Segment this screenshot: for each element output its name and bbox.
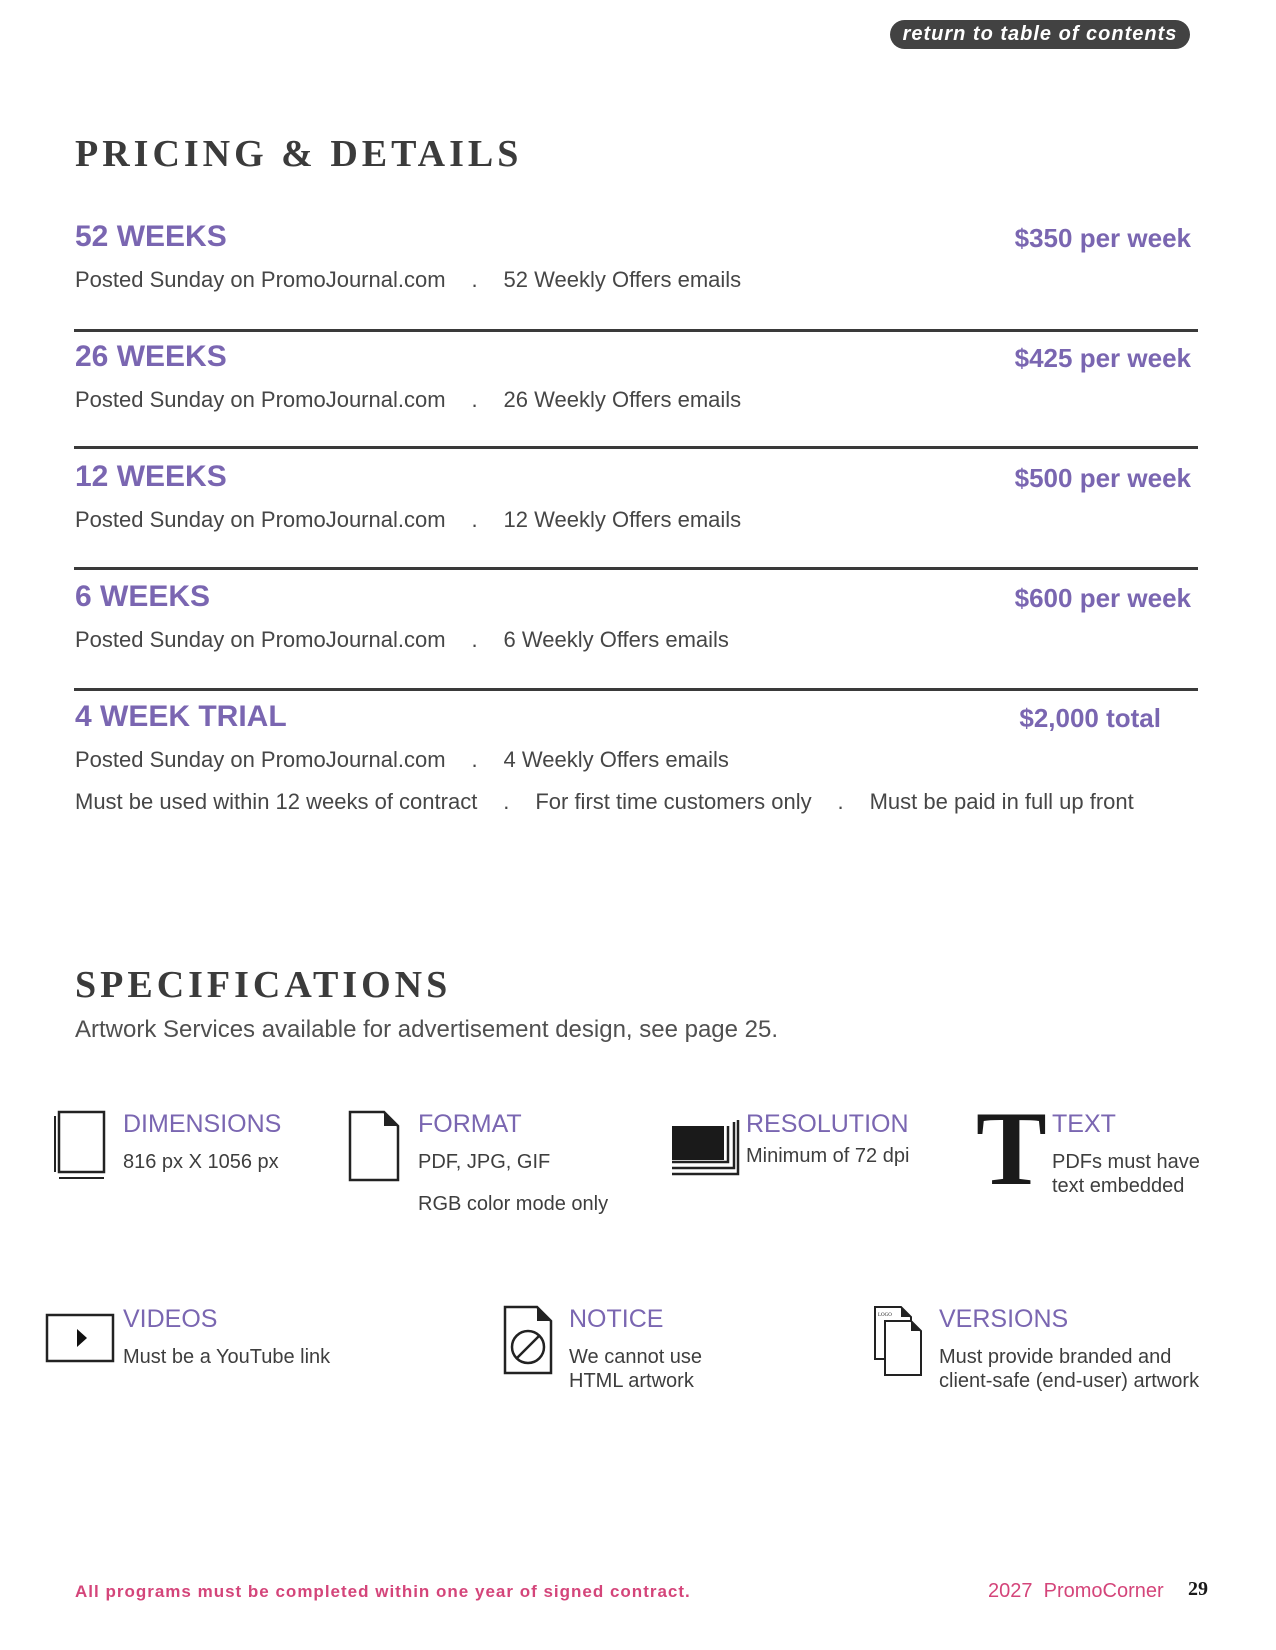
document-icon [348,1110,400,1182]
tier-title: 52 WEEKS [75,220,227,253]
spec-title: VERSIONS [939,1305,1069,1333]
tier-emails: 6 Weekly Offers emails [503,627,729,652]
spec-detail: text embedded [1052,1175,1185,1197]
spec-detail: Must provide branded and [939,1346,1172,1368]
specifications-intro: Artwork Services available for advertisement design, see page 25. [75,1016,779,1043]
spec-detail: PDFs must have [1052,1151,1200,1173]
spec-title: VIDEOS [123,1305,218,1333]
trial-condition: Must be used within 12 weeks of contract [75,789,478,814]
separator-dot: . [471,507,478,532]
tier-details [75,267,741,293]
page-dimensions-icon [53,1110,109,1182]
tier-title: 12 WEEKS [75,460,227,493]
tier-price: $2,000 total [1019,703,1161,733]
footer-note: All programs must be completed within one year of signed contract. [75,1582,691,1601]
tier-price: $600 per week [1014,583,1191,613]
divider [74,446,1198,449]
tier-details [75,747,729,773]
spec-title: NOTICE [569,1305,664,1333]
pricing-tier [75,580,1197,690]
separator-dot: . [837,789,844,814]
divider [74,567,1198,570]
tier-posted: Posted Sunday on PromoJournal.com [75,507,446,532]
spec-title: FORMAT [418,1110,522,1138]
tier-details [75,507,741,533]
pricing-tier [75,700,1197,840]
tier-details [75,627,729,653]
pricing-heading: PRICING & DETAILS [75,133,523,175]
spec-detail: 816 px X 1056 px [123,1151,279,1173]
spec-detail: client-safe (end-user) artwork [939,1370,1200,1392]
tier-emails: 26 Weekly Offers emails [503,387,742,412]
spec-title: TEXT [1052,1110,1116,1138]
spec-detail: We cannot use [569,1346,703,1368]
tier-emails: 12 Weekly Offers emails [503,507,742,532]
trial-conditions [75,789,1134,815]
spec-detail: Must be a YouTube link [123,1346,331,1368]
spec-detail: RGB color mode only [418,1193,609,1215]
pricing-tier [75,460,1197,570]
spec-title: DIMENSIONS [123,1110,282,1138]
specifications-heading: SPECIFICATIONS [75,964,452,1006]
video-play-icon [45,1313,115,1365]
tier-emails: 4 Weekly Offers emails [503,747,729,772]
tier-posted: Posted Sunday on PromoJournal.com [75,747,446,772]
tier-title: 4 WEEK TRIAL [75,700,287,733]
stacked-images-icon [670,1118,740,1180]
logo-label: LOGO [878,1313,892,1318]
pricing-tier [75,340,1197,450]
separator-dot: . [471,747,478,772]
spec-detail: PDF, JPG, GIF [418,1151,551,1173]
tier-posted: Posted Sunday on PromoJournal.com [75,627,446,652]
tier-price: $425 per week [1014,343,1191,373]
tier-title: 26 WEEKS [75,340,227,373]
spec-title: RESOLUTION [746,1110,909,1138]
no-document-icon [503,1305,553,1375]
separator-dot: . [503,789,510,814]
trial-condition: Must be paid in full up front [869,789,1134,814]
tier-title: 6 WEEKS [75,580,211,613]
tier-details [75,387,741,413]
spec-detail: Minimum of 72 dpi [746,1145,910,1167]
serif-t-icon: T [976,1090,1047,1207]
tier-price: $500 per week [1014,463,1191,493]
footer-brand: 2027 PromoCorner [988,1580,1164,1602]
tier-price: $350 per week [1014,223,1191,253]
spec-detail: HTML artwork [569,1370,694,1392]
trial-condition: For first time customers only [535,789,812,814]
separator-dot: . [471,627,478,652]
tier-posted: Posted Sunday on PromoJournal.com [75,267,446,292]
tier-posted: Posted Sunday on PromoJournal.com [75,387,446,412]
separator-dot: . [471,267,478,292]
divider [74,329,1198,332]
divider [74,688,1198,691]
page-number: 29 [1188,1578,1208,1600]
document-versions-icon [873,1305,923,1377]
return-to-toc-button[interactable]: return to table of contents [890,20,1190,49]
pricing-tier [75,220,1197,330]
separator-dot: . [471,387,478,412]
tier-emails: 52 Weekly Offers emails [503,267,742,292]
